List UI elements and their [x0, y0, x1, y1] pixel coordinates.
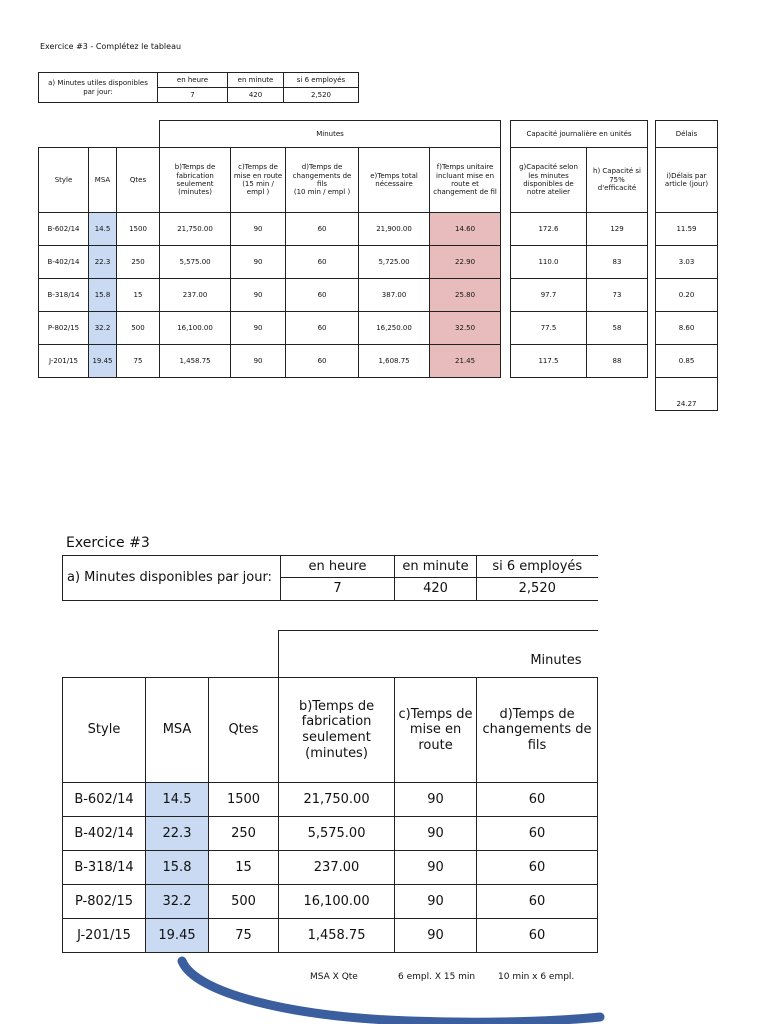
zoom-header-en-minute: en minute — [395, 556, 477, 578]
table-row — [656, 345, 718, 378]
zoom-title: Exercice #3 — [66, 535, 150, 551]
cell-style: P-802/15 — [39, 312, 89, 345]
cell-qtes: 15 — [117, 279, 160, 312]
zoom-header-style: Style — [63, 678, 146, 783]
zoom-value-si-6-employes: 2,520 — [477, 578, 598, 601]
cell-msa: 15.8 — [89, 279, 117, 312]
cell-e: 21,900.00 — [359, 213, 430, 246]
zoom-header-msa: MSA — [146, 678, 209, 783]
zoom-cell-qtes: 15 — [209, 851, 279, 885]
cell-c: 90 — [231, 246, 286, 279]
cell-h: 58 — [587, 312, 648, 345]
table-row — [39, 345, 501, 378]
zoom-header-d: d)Temps de changements de fils — [477, 678, 598, 783]
table-row — [511, 312, 648, 345]
cell-h: 88 — [587, 345, 648, 378]
zoom-cell-c: 90 — [395, 851, 477, 885]
zoom-cell-msa: 22.3 — [146, 817, 209, 851]
cell-h: 73 — [587, 279, 648, 312]
cell-e: 16,250.00 — [359, 312, 430, 345]
header-i: i)Délais par article (jour) — [656, 148, 718, 213]
table-row — [63, 919, 598, 953]
header-h: h) Capacité si 75% d'efficacité — [587, 148, 648, 213]
cell-c: 90 — [231, 345, 286, 378]
delais-table — [655, 120, 718, 411]
header-f: f)Temps unitaire incluant mise en route et changement de fil — [430, 148, 501, 213]
table-row — [656, 279, 718, 312]
swoosh-path — [182, 961, 600, 1022]
zoom-cell-msa: 14.5 — [146, 783, 209, 817]
minutes-label: a) Minutes utiles disponibles par jour: — [39, 73, 158, 103]
zoom-cell-style: B-602/14 — [63, 783, 146, 817]
table-row — [39, 312, 501, 345]
cell-c: 90 — [231, 213, 286, 246]
cell-msa: 32.2 — [89, 312, 117, 345]
zoom-main-table — [62, 630, 598, 953]
zoom-cell-qtes: 250 — [209, 817, 279, 851]
table-row — [39, 246, 501, 279]
zoom-cell-style: P-802/15 — [63, 885, 146, 919]
zoom-cell-msa: 19.45 — [146, 919, 209, 953]
table-row — [511, 279, 648, 312]
note-msa-x-qte: MSA X Qte — [310, 972, 358, 982]
zoom-header-si-6-employes: si 6 employés — [477, 556, 598, 578]
cell-g: 77.5 — [511, 312, 587, 345]
header-en-heure: en heure — [158, 73, 228, 88]
zoom-value-en-heure: 7 — [281, 578, 395, 601]
zoom-cell-d: 60 — [477, 817, 598, 851]
zoom-cell-b: 21,750.00 — [279, 783, 395, 817]
zoom-cell-d: 60 — [477, 885, 598, 919]
zoom-cell-style: B-402/14 — [63, 817, 146, 851]
cell-d: 60 — [286, 279, 359, 312]
cell-d: 60 — [286, 312, 359, 345]
cell-e: 5,725.00 — [359, 246, 430, 279]
cell-i: 3.03 — [656, 246, 718, 279]
zoom-cell-b: 1,458.75 — [279, 919, 395, 953]
zoom-cell-c: 90 — [395, 885, 477, 919]
table-row — [656, 246, 718, 279]
zoom-cell-d: 60 — [477, 851, 598, 885]
zoom-cell-style: J-201/15 — [63, 919, 146, 953]
table-row — [511, 345, 648, 378]
zoom-cell-msa: 32.2 — [146, 885, 209, 919]
exercise-title: Exercice #3 - Complétez le tableau — [40, 42, 182, 51]
cell-b: 16,100.00 — [160, 312, 231, 345]
header-qtes: Qtes — [117, 148, 160, 213]
cell-h: 129 — [587, 213, 648, 246]
cell-style: J-201/15 — [39, 345, 89, 378]
header-d: d)Temps de changements de fils (10 min / empl ) — [286, 148, 359, 213]
zoom-cell-d: 60 — [477, 919, 598, 953]
cell-b: 21,750.00 — [160, 213, 231, 246]
table-row — [39, 213, 501, 246]
zoom-header-b: b)Temps de fabrication seulement (minutes) — [279, 678, 395, 783]
header-style: Style — [39, 148, 89, 213]
header-g: g)Capacité selon les minutes disponibles de notre atelier — [511, 148, 587, 213]
cell-f: 25.80 — [430, 279, 501, 312]
cell-i: 8.60 — [656, 312, 718, 345]
zoom-cell-b: 237.00 — [279, 851, 395, 885]
cell-i: 0.20 — [656, 279, 718, 312]
main-table — [38, 120, 501, 378]
cell-msa: 19.45 — [89, 345, 117, 378]
cell-f: 14.60 — [430, 213, 501, 246]
cell-c: 90 — [231, 312, 286, 345]
table-row — [63, 783, 598, 817]
note-6-empl-x-15-min: 6 empl. X 15 min — [398, 972, 476, 982]
minutes-available-table — [38, 72, 359, 103]
header-msa: MSA — [89, 148, 117, 213]
cell-d: 60 — [286, 213, 359, 246]
group-delais-header: Délais — [656, 121, 718, 148]
zoom-value-en-minute: 420 — [395, 578, 477, 601]
table-row — [656, 312, 718, 345]
zoom-cell-qtes: 500 — [209, 885, 279, 919]
zoom-cell-d: 60 — [477, 783, 598, 817]
header-en-minute: en minute — [228, 73, 284, 88]
cell-h: 83 — [587, 246, 648, 279]
zoom-minutes-label: a) Minutes disponibles par jour: — [63, 556, 281, 601]
total-row — [656, 378, 718, 411]
zoom-cell-c: 90 — [395, 783, 477, 817]
zoom-header-en-heure: en heure — [281, 556, 395, 578]
header-b: b)Temps de fabrication seulement (minutes) — [160, 148, 231, 213]
total-delais: 24.27 — [656, 378, 718, 411]
zoom-cell-b: 5,575.00 — [279, 817, 395, 851]
cell-i: 0.85 — [656, 345, 718, 378]
zoom-minutes-table — [62, 555, 598, 601]
table-row — [511, 246, 648, 279]
header-si-6-employes: si 6 employés — [284, 73, 359, 88]
cell-f: 22.90 — [430, 246, 501, 279]
zoom-cell-b: 16,100.00 — [279, 885, 395, 919]
value-en-heure: 7 — [158, 88, 228, 103]
table-row — [63, 817, 598, 851]
zoom-cell-c: 90 — [395, 817, 477, 851]
group-minutes-header: Minutes — [160, 121, 501, 148]
cell-msa: 14.5 — [89, 213, 117, 246]
cell-qtes: 1500 — [117, 213, 160, 246]
cell-msa: 22.3 — [89, 246, 117, 279]
table-row — [39, 279, 501, 312]
cell-b: 5,575.00 — [160, 246, 231, 279]
cell-qtes: 500 — [117, 312, 160, 345]
zoom-cell-style: B-318/14 — [63, 851, 146, 885]
zoom-header-c: c)Temps de mise en route — [395, 678, 477, 783]
table-row — [63, 851, 598, 885]
cell-e: 1,608.75 — [359, 345, 430, 378]
blue-swoosh-arrow — [170, 955, 610, 1024]
cell-b: 1,458.75 — [160, 345, 231, 378]
capacity-table — [510, 120, 648, 378]
value-en-minute: 420 — [228, 88, 284, 103]
zoom-cell-qtes: 75 — [209, 919, 279, 953]
zoom-group-minutes-header: Minutes — [279, 631, 598, 678]
table-row — [511, 213, 648, 246]
cell-i: 11.59 — [656, 213, 718, 246]
zoom-cell-qtes: 1500 — [209, 783, 279, 817]
cell-qtes: 75 — [117, 345, 160, 378]
group-capacity-header: Capacité journalière en unités — [511, 121, 648, 148]
cell-g: 97.7 — [511, 279, 587, 312]
cell-c: 90 — [231, 279, 286, 312]
cell-f: 32.50 — [430, 312, 501, 345]
cell-g: 117.5 — [511, 345, 587, 378]
zoom-header-qtes: Qtes — [209, 678, 279, 783]
cell-e: 387.00 — [359, 279, 430, 312]
value-si-6-employes: 2,520 — [284, 88, 359, 103]
header-c: c)Temps de mise en route (15 min / empl ) — [231, 148, 286, 213]
cell-g: 172.6 — [511, 213, 587, 246]
cell-g: 110.0 — [511, 246, 587, 279]
cell-b: 237.00 — [160, 279, 231, 312]
cell-qtes: 250 — [117, 246, 160, 279]
cell-d: 60 — [286, 345, 359, 378]
cell-style: B-402/14 — [39, 246, 89, 279]
header-e: e)Temps total nécessaire — [359, 148, 430, 213]
cell-f: 21.45 — [430, 345, 501, 378]
zoom-cell-msa: 15.8 — [146, 851, 209, 885]
zoom-cell-c: 90 — [395, 919, 477, 953]
cell-style: B-602/14 — [39, 213, 89, 246]
table-row — [63, 885, 598, 919]
cell-d: 60 — [286, 246, 359, 279]
note-10-min-x-6-empl: 10 min x 6 empl. — [498, 972, 575, 982]
table-row — [656, 213, 718, 246]
cell-style: B-318/14 — [39, 279, 89, 312]
